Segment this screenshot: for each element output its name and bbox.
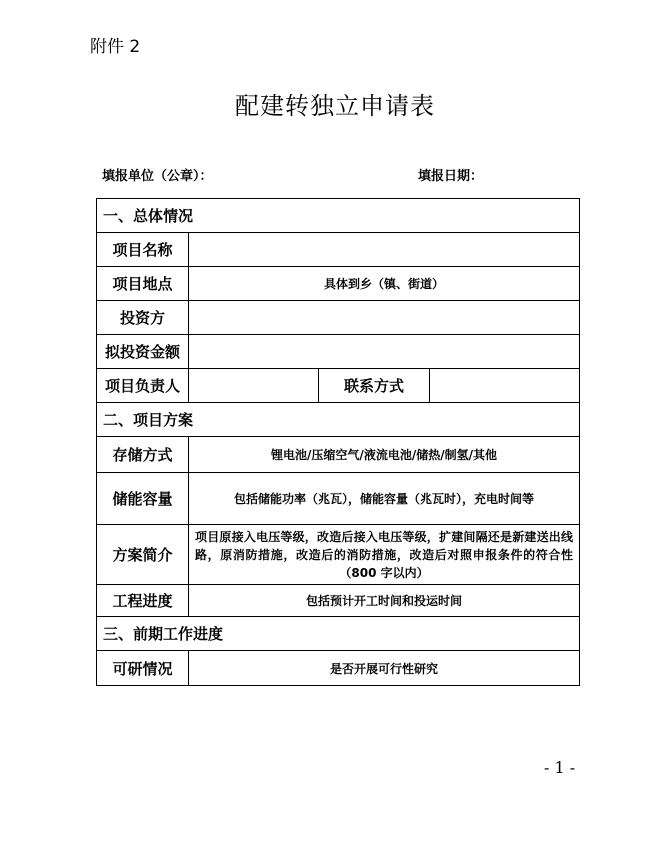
section-preliminary-row [97,617,580,651]
section-preliminary-heading: 三、前期工作进度 [97,617,580,651]
project-name-label: 项目名称 [97,233,189,267]
contact-field[interactable] [430,369,580,403]
storage-method-field[interactable]: 锂电池/压缩空气/液流电池/储热/制氢/其他 [189,437,580,473]
capacity-label: 储能容量 [97,473,189,525]
progress-label: 工程进度 [97,585,189,617]
investor-label: 投资方 [97,301,189,335]
investor-field[interactable] [189,301,580,335]
location-row [97,267,580,301]
page-number: - 1 - [544,758,576,777]
investment-label: 拟投资金额 [97,335,189,369]
fill-unit-label: 填报单位（公章）： [102,169,213,184]
feasibility-row [97,651,580,686]
storage-method-row [97,437,580,473]
progress-field[interactable]: 包括预计开工时间和投运时间 [189,585,580,617]
progress-row [97,585,580,617]
form-title: 配建转独立申请表 [235,92,435,120]
contact-label: 联系方式 [319,369,430,403]
project-name-row [97,233,580,267]
manager-field[interactable] [189,369,319,403]
capacity-row [97,473,580,525]
feasibility-field[interactable]: 是否开展可行性研究 [189,651,580,686]
section-plan-row [97,403,580,437]
feasibility-label: 可研情况 [97,651,189,686]
capacity-field[interactable]: 包括储能功率（兆瓦），储能容量（兆瓦时），充电时间等 [189,473,580,525]
investment-row [97,335,580,369]
location-label: 项目地点 [97,267,189,301]
summary-label: 方案简介 [97,525,189,585]
application-form-table [96,198,580,686]
location-field[interactable]: 具体到乡（镇、街道） [189,267,580,301]
fill-date-label: 填报日期： [418,169,484,184]
attachment-label: 附件 2 [90,37,141,57]
investor-row [97,301,580,335]
section-general-row [97,199,580,233]
investment-field[interactable] [189,335,580,369]
summary-field[interactable]: 项目原接入电压等级，改造后接入电压等级，扩建间隔还是新建送出线路，原消防措施，改造后的消防措施，改造后对照申报条件的符合性（800 字以内） [189,525,580,585]
section-plan-heading: 二、项目方案 [97,403,580,437]
summary-row [97,525,580,585]
manager-row [97,369,580,403]
manager-label: 项目负责人 [97,369,189,403]
project-name-field[interactable] [189,233,580,267]
section-general-heading: 一、总体情况 [97,199,580,233]
storage-method-label: 存储方式 [97,437,189,473]
